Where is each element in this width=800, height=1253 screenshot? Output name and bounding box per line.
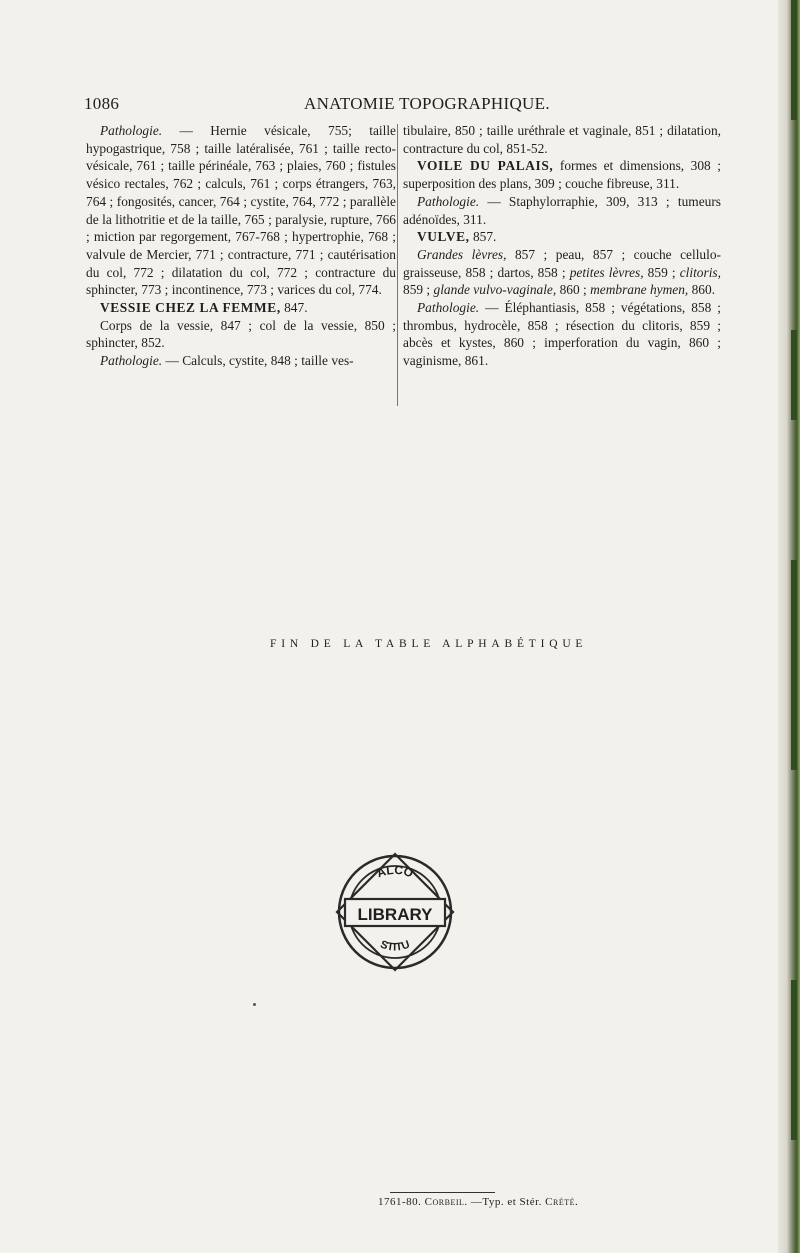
entry-text: 859 ; <box>643 264 680 280</box>
entry-label: clitoris, <box>679 264 721 280</box>
edge-band <box>791 560 797 770</box>
entry-levres <box>403 246 721 299</box>
entry-pathologie-vessie <box>86 122 396 299</box>
entry-heading: VESSIE CHEZ LA FEMME, <box>100 300 281 316</box>
printer-imprint <box>378 1196 578 1208</box>
stamp-top-text: ALCO <box>374 862 416 881</box>
entry-label: Pathologie. <box>417 193 480 209</box>
entry-text: 860. <box>688 282 716 298</box>
entry-text: Corps de la vessie, 847 ; col de la vessie, 850 ; sphincter, 852. <box>86 317 396 351</box>
entry-label: petites lèvres, <box>569 264 644 280</box>
ink-speck <box>253 1003 256 1006</box>
svg-text:ALCO <box>375 863 415 881</box>
entry-text: 859 ; <box>403 282 434 298</box>
entry-text: — Staphylorraphie, 309, 313 ; tumeurs adénoïdes, 311. <box>403 193 721 227</box>
entry-label: Pathologie. <box>100 353 163 369</box>
entry-heading: VOILE DU PALAIS, <box>417 158 554 174</box>
entry-label: membrane hymen, <box>590 282 689 298</box>
entry-corps-vessie <box>86 317 396 352</box>
right-column <box>403 122 721 370</box>
page-number: 1086 <box>84 94 120 113</box>
entry-continuation <box>403 122 721 157</box>
imprint-place: Corbeil. <box>424 1196 468 1208</box>
imprint-rule <box>390 1192 495 1193</box>
imprint-number: 1761-80. <box>378 1196 422 1208</box>
entry-voile-palais <box>403 157 721 192</box>
entry-text: 857 ; peau, 857 ; couche cellulo-graisseuse, 858 ; dartos, 858 ; <box>403 246 721 280</box>
edge-band <box>791 980 797 1140</box>
entry-pathologie-palais <box>403 193 721 228</box>
entry-text: 860 ; <box>556 282 591 298</box>
stamp-bottom-text: STITU <box>378 938 412 954</box>
entry-vulve <box>403 228 721 246</box>
entry-text: 847. <box>280 300 308 316</box>
edge-band <box>791 330 797 420</box>
entry-text: tibulaire, 850 ; taille uréthrale et vaginale, 851 ; dilatation, contracture du col, 851-52. <box>403 123 721 156</box>
entry-pathologie-vulve <box>403 299 721 370</box>
entry-vessie-femme <box>86 299 396 317</box>
imprint-printer: Crété. <box>545 1196 579 1208</box>
library-stamp <box>333 850 457 974</box>
column-divider <box>397 124 398 406</box>
entry-pathologie-femme <box>86 352 396 370</box>
entry-text: — Éléphantiasis, 858 ; végétations, 858 ; thrombus, hydrocèle, 858 ; résection du clitoris, 859 ; abcès et kystes, 860 ; imperforation du vagin, 860 ; vaginisme, 861. <box>403 300 721 369</box>
page-edge-shadow <box>778 0 800 1253</box>
edge-band <box>791 0 797 120</box>
entry-label: glande vulvo-vaginale, <box>433 282 557 298</box>
entry-text: formes et dimensions, 308 ; superposition des plans, 309 ; couche fibreuse, 311. <box>403 158 721 192</box>
entry-label: Pathologie. <box>100 123 163 138</box>
running-title: ANATOMIE TOPOGRAPHIQUE. <box>304 94 550 113</box>
entry-text: — Calculs, cystite, 848 ; taille ves- <box>162 353 354 369</box>
left-column <box>86 122 396 370</box>
imprint-typ: —Typ. et Stér. <box>467 1196 546 1208</box>
svg-text:STITU <box>379 939 412 954</box>
stamp-library-text: LIBRARY <box>357 905 433 924</box>
running-header <box>84 94 718 118</box>
entry-text: 857. <box>469 229 497 245</box>
entry-heading: VULVE, <box>417 229 470 245</box>
entry-label: Pathologie. <box>417 300 480 316</box>
entry-label: Grandes lèvres, <box>417 246 507 262</box>
entry-text: — Hernie vésicale, 755; taille hypogastrique, 758 ; taille latéralisée, 761 ; taille recto-vésicale, 761 ; taille périnéale, 763 ; plaies, 760 ; fistules vésico rectales, 762 ; calculs, 761 ; corps étrangers, 763, 764 ; fongosités, cancer, 764 ; cystite, 764, 772 ; parallèle de la lithotritie et de la taille, 765 ; paralysie, rupture, 766 ; miction par regorgement, 767-768 ; hypertrophie, 768 ; valvule de Mercier, 771 ; contracture, 771 ; cautérisation du col, 772 ; dilatation du col, 772 ; contracture du sphincter, 773 ; incontinence, 773 ; varices du col, 774. <box>86 123 396 298</box>
end-of-table-note: FIN DE LA TABLE ALPHABÉTIQUE <box>270 638 588 650</box>
library-stamp-graphic <box>333 850 457 974</box>
